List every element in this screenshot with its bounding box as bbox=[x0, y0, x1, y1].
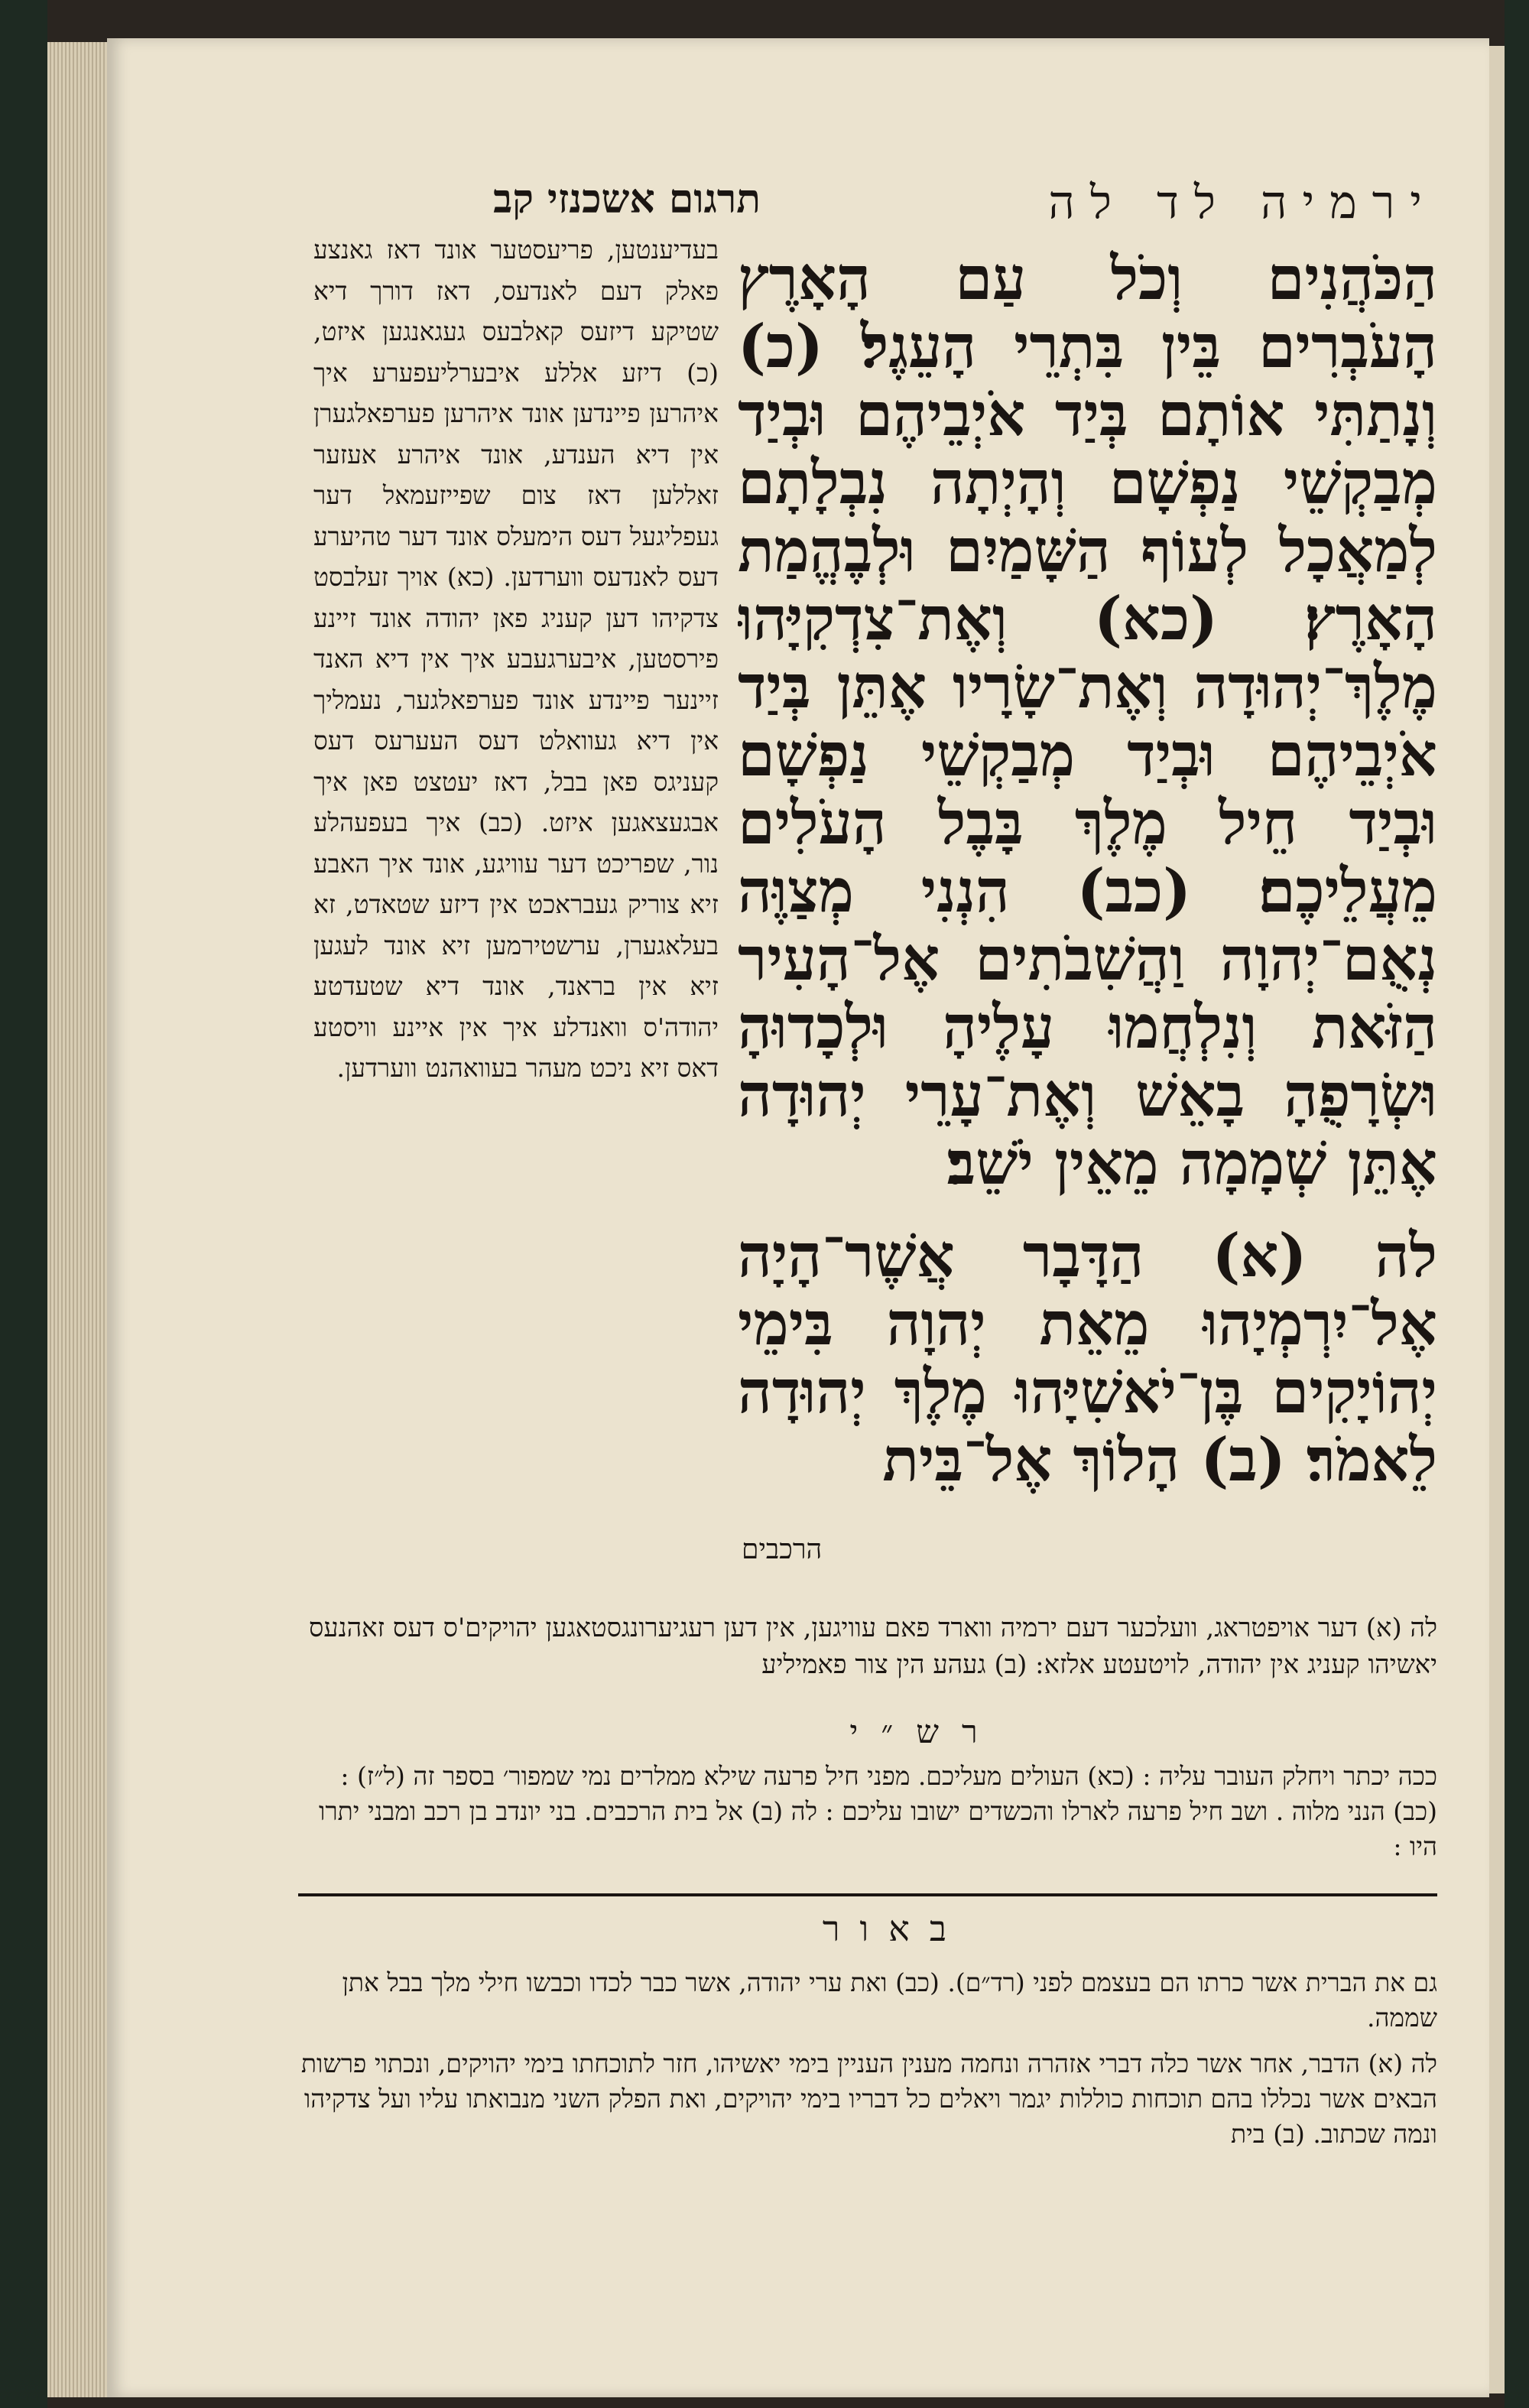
translation-column bbox=[313, 229, 719, 1606]
chapter-35-text: לה (א) הַדָּבָר אֲשֶׁר־הָיָה אֶל־יִרְמְיָהוּ מֵאֵת יְהוָה בִּימֵי יְהוֹיָקִים בֶּן־יֹאשִׁיָּהוּ מֶלֶךְ יְהוּדָה לֵאמֹר׃ (ב) הָלוֹךְ אֶל־בֵּית bbox=[738, 1221, 1437, 1495]
biur-header: באור bbox=[822, 1908, 967, 1949]
rashi-text: ככה יכתר ויחלק העובר עליה : (כא) העולים מעליכם. מפני חיל פרעה שילא ממלרים נמי שמפור׳ בספר זה (ל״ז) : (כב) הנני מלוה . ושב חיל פרעה לארלו והכשדים ישובו עליכם : לה (ב) אל בית הרכבים. בני יונדב בן רכב ומבני יתרו היו : bbox=[319, 1761, 1437, 1861]
rashi-header: רש״י bbox=[849, 1713, 1001, 1750]
book-binding-left bbox=[0, 0, 47, 2408]
chapter-34-text: הַכֹּהֲנִים וְכֹל עַם הָאָרֶץ הָעֹבְרִים בֵּין בִּתְרֵי הָעֵגֶל׃ (כ) וְנָתַתִּי אוֹתָם בְּיַד אֹיְבֵיהֶם וּבְיַד מְבַקְשֵׁי נַפְשָׁם וְהָיְתָה נִבְלָתָם לְמַאֲכָל לְעוֹף הַשָּׁמַיִם וּלְבֶהֱמַת הָאָרֶץ׃ (כא) וְאֶת־צִדְקִיָּהוּ מֶלֶךְ־יְהוּדָה וְאֶת־שָׂרָיו אֶתֵּן בְּיַד אֹיְבֵיהֶם וּבְיַד מְבַקְשֵׁי נַפְשָׁם וּבְיַד חֵיל מֶלֶךְ בָּבֶל הָעֹלִים מֵעֲלֵיכֶם׃ (כב) הִנְנִי מְצַוֶּה נְאֻם־יְהוָה וַהֲשִׁבֹתִים אֶל־הָעִיר הַזֹּאת וְנִלְחֲמוּ עָלֶיהָ וּלְכָדוּהָ וּשְׂרָפֻהָ בָאֵשׁ וְאֶת־עָרֵי יְהוּדָה אֶתֵּן שְׁמָמָה מֵאֵין יֹשֵׁב׃ bbox=[738, 245, 1437, 1198]
page-right-edge bbox=[1489, 46, 1505, 2393]
translation-header: תרגום אשכנזי קב bbox=[493, 176, 761, 223]
divider-rule bbox=[298, 1893, 1437, 1896]
catchword: הרכבים bbox=[742, 1534, 823, 1565]
main-hebrew-text bbox=[738, 245, 1437, 1499]
book-binding-right bbox=[1505, 0, 1529, 2408]
biur-text-2: לה (א) הדבר, אחר אשר כלה דברי אזהרה ונחמה מענין העניין בימי יאשיהו, חזר לתוכחתו בימי יהויקים, ונכתוי פרשות הבאים אשר נכללו בהם תוכחות כוללות יגמר ויאלים כל דבריו בימי יהויקים, ואת הפלק השני מנבואתו עליו ועל צדקיהו ונמה שכתוב. (ב) בית bbox=[300, 2049, 1437, 2149]
page-edges bbox=[47, 42, 116, 2397]
biur-text-1: גם את הברית אשר כרתו הם בעצמם לפני (רד״ם). (כב) ואת ערי יהודה, אשר כבר לכדו וכבשו חילי מלך בבל אתן שממה. bbox=[342, 1968, 1437, 2033]
translation-text: בעדיענטען, פריעסטער אונד דאז גאנצע פאלק דעם לאנדעס, דאז דורך דיא שטיקע דיזעס קאלבעס געגאנגען איזט, (כ) דיזע אללע איבערליעפערע איך איהרען פיינדען אונד איהרען פערפאלגערן אין דיא הענדע, אונד איהרע אעזער זאללען דאז צום שפייזעמאל דער געפליגעל דעס הימעלס אונד דער טהיערע דעס לאנדעס ווערדען. (כא) אויך זעלבסט צדקיהו דען קעניג פאן יהודה אונד זיינע פירסטען, איבערגעבע איך אין דיא האנד זיינער פיינדע אונד פערפאלגער, נעמליך אין דיא געוואלט דעס העערעס דעס קעניגס פאן בבל, דאז יעטצט פאן איך אבגעצאגען איזט. (כב) איך בעפעהלע נור, שפריכט דער עוויגע, אונד איך האבע זיא צוריק געבראכט אין דיזע שטאדט, זא בעלאגערן, ערשטירמען זיא אונד לעגען זיא אין בראנד, אונד דיא שטעדטע יהודה'ס וואנדלע איך אין איינע וויסטע דאס זיא ניכט מעהר בעוואהנט ווערדען. bbox=[313, 235, 719, 1083]
rashi-commentary bbox=[291, 1759, 1437, 1881]
biur-commentary bbox=[291, 1965, 1437, 2179]
running-header: ירמיה לד לה bbox=[1048, 176, 1437, 229]
footnote-translation bbox=[291, 1610, 1437, 1701]
footnote-translation-text: לה (א) דער אויפטראג, וועלכער דעם ירמיה ווארד פאם עוויגען, אין דען רעגיערונגסטאגען יהויקים'ס דעס זאהנעס יאשיהו קעניג אין יהודה, לויטעטע אלזא: (ב) געהע הין צור פאמיליע bbox=[308, 1613, 1437, 1680]
